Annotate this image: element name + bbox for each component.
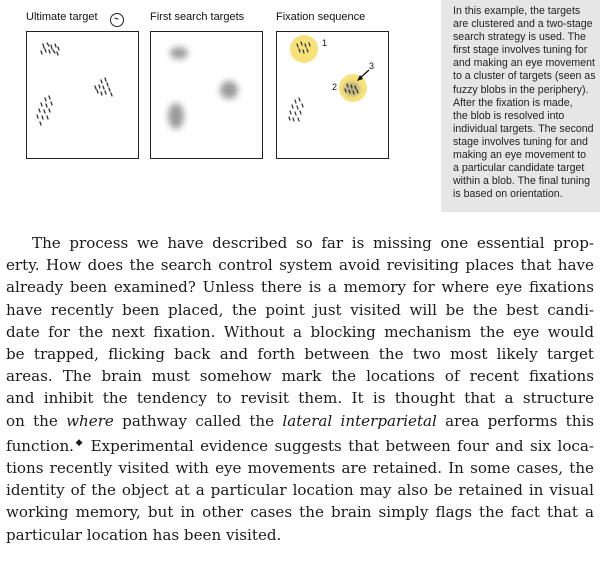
target-clusters-sharp bbox=[27, 32, 138, 158]
caption-line: stage involves tuning for and bbox=[453, 135, 588, 148]
body-line: working memory, but in other cases the brain simply flags the fact that a bbox=[6, 503, 594, 522]
body-line: erty. How does the search control system avoid revisiting places that have bbox=[6, 256, 594, 275]
caption-line: fuzzy blobs in the periphery). bbox=[453, 83, 589, 96]
where-pathway-term: where bbox=[66, 411, 114, 430]
eye-icon bbox=[110, 13, 124, 27]
body-paragraph bbox=[6, 232, 594, 546]
caption-line: making an eye movement to bbox=[453, 149, 587, 162]
body-line: identity of the object at a particular location may also be retained in visual bbox=[6, 481, 594, 500]
fixation-number-1: 1 bbox=[322, 38, 328, 48]
body-line: particular location has been visited. bbox=[6, 525, 282, 544]
caption-line: are clustered and a two-stage bbox=[453, 18, 593, 31]
caption-line: the blob is resolved into bbox=[453, 109, 565, 122]
body-line: have recently been placed, the point just visited will be the best candi- bbox=[6, 300, 594, 319]
caption-line: After the fixation is made, bbox=[453, 96, 573, 109]
body-text-run: on the bbox=[6, 411, 67, 430]
caption-line: to a cluster of targets (seen as bbox=[453, 70, 596, 83]
footnote-marker[interactable]: ◆ bbox=[73, 437, 85, 448]
body-line: date for the next fixation. Without a blocking mechanism the eye would bbox=[6, 322, 594, 341]
body-line bbox=[6, 410, 594, 432]
fixation-highlight-1 bbox=[290, 35, 318, 63]
body-line: already been examined? Unless there is a memory for where eye fixations bbox=[6, 278, 594, 297]
body-line: and inhibit the tendency to revisit them. It is thought that a structure bbox=[6, 389, 594, 408]
caption-line: and making an eye movement bbox=[453, 57, 595, 70]
body-line: tions recently visited with eye movements are retained. In some cases, the bbox=[6, 459, 594, 478]
fixation-number-3: 3 bbox=[369, 61, 375, 71]
body-line: be trapped, flicking back and forth between the two most likely target bbox=[6, 345, 594, 364]
body-line: areas. The brain must somehow mark the locations of recent fixations bbox=[6, 367, 594, 386]
panel-label-first-search-targets: First search targets bbox=[150, 11, 245, 23]
panel-label-fixation-sequence: Fixation sequence bbox=[276, 11, 366, 23]
fixation-number-2: 2 bbox=[332, 82, 338, 92]
caption-line: is based on orientation. bbox=[453, 188, 563, 201]
body-text-run: Experimental evidence suggests that between four and six loca- bbox=[84, 436, 594, 455]
panel-ultimate-target bbox=[26, 31, 139, 159]
caption-line: first stage involves tuning for bbox=[453, 44, 588, 57]
figure bbox=[0, 0, 440, 215]
lateral-interparietal-term: lateral interparietal bbox=[282, 411, 437, 430]
fixation-sequence-diagram bbox=[277, 32, 388, 158]
panel-fixation-sequence bbox=[276, 31, 389, 159]
body-line: The process we have described so far is missing one essential prop- bbox=[32, 234, 594, 252]
caption-line: within a blob. The final tuning bbox=[453, 175, 591, 188]
caption-line: a particular candidate target bbox=[453, 162, 585, 175]
figure-caption-sidebar bbox=[441, 0, 600, 212]
target-clusters-blurred bbox=[151, 32, 262, 158]
caption-line: search strategy is used. The bbox=[453, 31, 586, 44]
caption-line: individual targets. The second bbox=[453, 122, 594, 135]
caption-line: In this example, the targets bbox=[453, 5, 581, 17]
body-line bbox=[6, 432, 594, 457]
panel-first-search-targets bbox=[150, 31, 263, 159]
panel-label-ultimate-target: Ultimate target bbox=[26, 11, 98, 23]
body-text-run: pathway called the bbox=[113, 411, 283, 430]
body-text-run: area performs this bbox=[436, 411, 595, 430]
body-text-run: function. bbox=[6, 436, 74, 455]
